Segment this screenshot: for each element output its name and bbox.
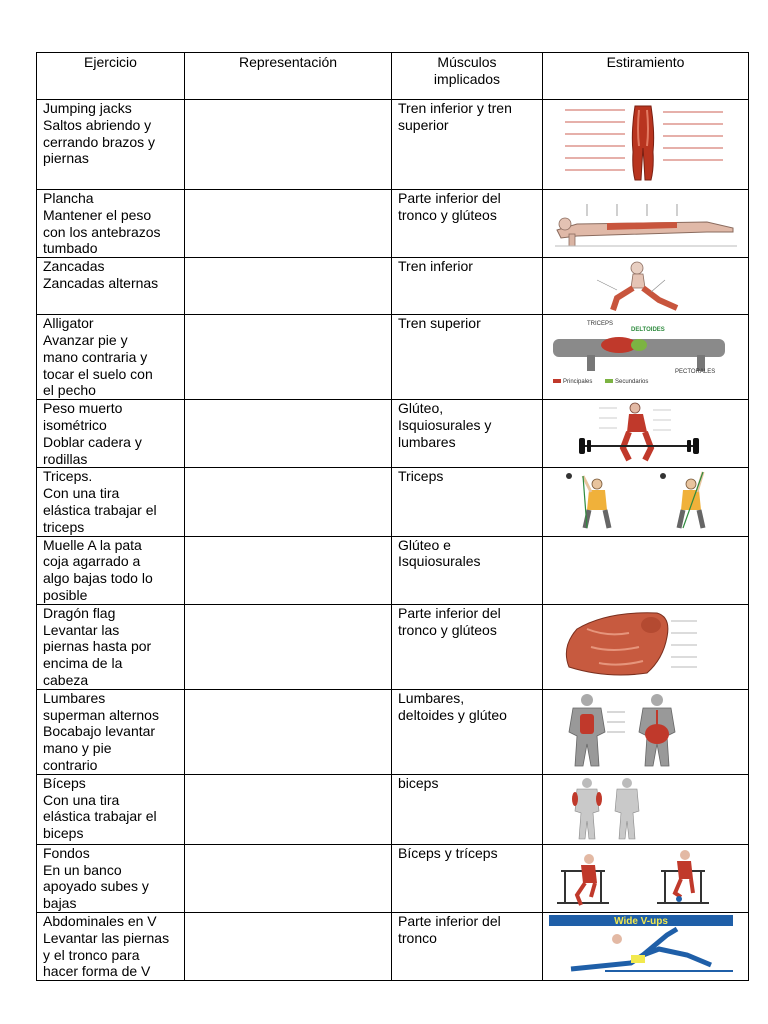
table-row bbox=[37, 536, 749, 604]
exercise-text: superman alternos bbox=[43, 706, 159, 723]
muscles-text: lumbares bbox=[398, 433, 456, 450]
exercise-text: Triceps. bbox=[43, 468, 93, 485]
muscles-text: deltoides y glúteo bbox=[398, 706, 507, 723]
triceps-band-illustration bbox=[547, 470, 743, 532]
leg-muscles-illustration bbox=[547, 102, 743, 186]
lunge-illustration bbox=[547, 260, 743, 312]
header-estiramiento-label: Estiramiento bbox=[606, 54, 685, 70]
representation-cell bbox=[185, 258, 392, 315]
pectorales-label: PECTORALES bbox=[675, 369, 716, 376]
exercise-cell bbox=[37, 190, 185, 258]
muscles-cell bbox=[392, 258, 543, 315]
muscles-text: Glúteo, bbox=[398, 400, 444, 417]
stretch-cell bbox=[543, 912, 749, 980]
stretch-cell bbox=[543, 400, 749, 468]
exercise-cell bbox=[37, 258, 185, 315]
stretch-cell bbox=[543, 844, 749, 912]
exercise-text: Muelle A la pata bbox=[43, 536, 142, 553]
exercise-text: Alligator bbox=[43, 315, 94, 332]
exercise-text: el pecho bbox=[43, 382, 96, 399]
exercise-text: En un banco bbox=[43, 861, 122, 878]
exercise-text: Peso muerto bbox=[43, 400, 123, 417]
header-musculos-line: implicados bbox=[433, 71, 501, 87]
exercise-text: Dragón flag bbox=[43, 604, 116, 621]
exercise-text: apoyado subes y bbox=[43, 878, 149, 895]
exercise-cell bbox=[37, 912, 185, 980]
exercise-text: tumbado bbox=[43, 240, 98, 257]
biceps-muscles-illustration bbox=[547, 777, 743, 841]
header-row bbox=[37, 53, 749, 100]
muscles-cell bbox=[392, 400, 543, 468]
exercise-text: Con una tira bbox=[43, 485, 120, 502]
table-row bbox=[37, 604, 749, 689]
muscles-text: Bíceps y tríceps bbox=[398, 844, 498, 861]
stretch-cell bbox=[543, 468, 749, 536]
representation-cell bbox=[185, 844, 392, 912]
v-ups-illustration bbox=[547, 915, 743, 975]
header-ejercicio bbox=[37, 53, 185, 100]
exercise-table-wrapper bbox=[36, 52, 744, 981]
exercise-text: tocar el suelo con bbox=[43, 365, 153, 382]
muscles-cell bbox=[392, 468, 543, 536]
table-row bbox=[37, 190, 749, 258]
muscles-text: tronco bbox=[398, 929, 437, 946]
muscles-cell bbox=[392, 844, 543, 912]
exercise-cell bbox=[37, 689, 185, 774]
muscles-cell bbox=[392, 100, 543, 190]
representation-cell bbox=[185, 315, 392, 400]
exercise-text: piernas bbox=[43, 150, 89, 167]
exercise-text: Avanzar pie y bbox=[43, 331, 128, 348]
header-estiramiento bbox=[543, 53, 749, 100]
exercise-text: Zancadas alternas bbox=[43, 274, 159, 291]
muscles-text: Isquiosurales y bbox=[398, 416, 492, 433]
muscles-cell bbox=[392, 604, 543, 689]
exercise-text: isométrico bbox=[43, 416, 107, 433]
stretch-cell bbox=[543, 258, 749, 315]
representation-cell bbox=[185, 912, 392, 980]
muscles-cell bbox=[392, 190, 543, 258]
exercise-text: triceps bbox=[43, 518, 85, 535]
pushup-muscles-illustration bbox=[547, 317, 743, 395]
muscles-text: Parte inferior del bbox=[398, 190, 501, 206]
muscles-text: Lumbares, bbox=[398, 689, 465, 706]
exercise-text: biceps bbox=[43, 825, 84, 842]
front-back-muscles-illustration bbox=[547, 692, 743, 770]
exercise-text: Abdominales en V bbox=[43, 912, 157, 929]
table-row bbox=[37, 100, 749, 190]
stretch-cell bbox=[543, 774, 749, 844]
exercise-text: Mantener el peso bbox=[43, 206, 152, 223]
stretch-cell bbox=[543, 689, 749, 774]
representation-cell bbox=[185, 468, 392, 536]
exercise-text: Doblar cadera y bbox=[43, 433, 142, 450]
exercise-cell bbox=[37, 400, 185, 468]
exercise-text: Bocabajo levantar bbox=[43, 723, 156, 740]
exercise-text: piernas hasta por bbox=[43, 638, 152, 655]
exercise-cell bbox=[37, 100, 185, 190]
representation-cell bbox=[185, 190, 392, 258]
exercise-text: Zancadas bbox=[43, 258, 105, 275]
dips-illustration bbox=[547, 847, 743, 909]
exercise-text: elástica trabajar el bbox=[43, 501, 157, 518]
v-ups-banner-text: Wide V-ups bbox=[614, 915, 668, 927]
stretch-cell bbox=[543, 536, 749, 604]
exercise-cell bbox=[37, 844, 185, 912]
header-ejercicio-label: Ejercicio bbox=[84, 54, 137, 70]
exercise-text: Saltos abriendo y bbox=[43, 116, 152, 133]
exercise-text: rodillas bbox=[43, 450, 88, 467]
exercise-text: Levantar las bbox=[43, 621, 120, 638]
exercise-text: y el tronco para bbox=[43, 946, 140, 963]
muscles-cell bbox=[392, 536, 543, 604]
exercise-text: Plancha bbox=[43, 190, 94, 206]
exercise-cell bbox=[37, 604, 185, 689]
table-row bbox=[37, 468, 749, 536]
plank-illustration bbox=[547, 192, 743, 254]
exercise-cell bbox=[37, 315, 185, 400]
exercise-text: bajas bbox=[43, 895, 77, 912]
muscles-text: Parte inferior del bbox=[398, 604, 501, 621]
exercise-text: con los antebrazos bbox=[43, 223, 161, 240]
table-row bbox=[37, 912, 749, 980]
muscles-cell bbox=[392, 689, 543, 774]
header-representacion-label: Representación bbox=[238, 54, 338, 70]
exercise-cell bbox=[37, 468, 185, 536]
stretch-cell bbox=[543, 100, 749, 190]
table-row bbox=[37, 315, 749, 400]
representation-cell bbox=[185, 689, 392, 774]
exercise-text: coja agarrado a bbox=[43, 553, 141, 570]
muscles-text: tronco y glúteos bbox=[398, 621, 497, 638]
exercise-text: cabeza bbox=[43, 671, 89, 688]
deadlift-illustration bbox=[547, 402, 743, 464]
exercise-text: mano y pie bbox=[43, 740, 112, 757]
stretch-cell bbox=[543, 190, 749, 258]
legend-primary: Principales bbox=[563, 379, 593, 386]
muscles-text: tronco y glúteos bbox=[398, 206, 497, 223]
exercise-table bbox=[36, 52, 749, 981]
table-row bbox=[37, 844, 749, 912]
muscles-text: Triceps bbox=[398, 468, 444, 485]
muscles-cell bbox=[392, 912, 543, 980]
exercise-cell bbox=[37, 774, 185, 844]
exercise-text: Lumbares bbox=[43, 689, 106, 706]
muscles-text: superior bbox=[398, 116, 449, 133]
exercise-text: Levantar las piernas bbox=[43, 929, 170, 946]
exercise-text: posible bbox=[43, 586, 88, 603]
table-row bbox=[37, 400, 749, 468]
exercise-text: algo bajas todo lo bbox=[43, 570, 153, 587]
header-musculos bbox=[392, 53, 543, 100]
muscles-text: Tren inferior bbox=[398, 258, 473, 275]
muscles-text: Isquiosurales bbox=[398, 553, 481, 570]
muscles-text: Tren inferior y tren bbox=[398, 100, 512, 116]
stretch-cell bbox=[543, 604, 749, 689]
table-row bbox=[37, 689, 749, 774]
triceps-label: TRICEPS bbox=[587, 321, 614, 328]
muscles-text: biceps bbox=[398, 774, 439, 791]
muscles-cell bbox=[392, 315, 543, 400]
legend-secondary: Secundarios bbox=[615, 379, 649, 386]
exercise-text: Con una tira bbox=[43, 791, 120, 808]
deltoides-label: DELTOIDES bbox=[631, 327, 665, 334]
exercise-text: Bíceps bbox=[43, 774, 86, 791]
exercise-text: cerrando brazos y bbox=[43, 133, 156, 150]
exercise-cell bbox=[37, 536, 185, 604]
representation-cell bbox=[185, 400, 392, 468]
stretch-cell bbox=[543, 315, 749, 400]
exercise-text: Fondos bbox=[43, 844, 90, 861]
table-row bbox=[37, 774, 749, 844]
exercise-text: contrario bbox=[43, 756, 98, 773]
representation-cell bbox=[185, 604, 392, 689]
muscles-text: Parte inferior del bbox=[398, 912, 501, 929]
exercise-text: mano contraria y bbox=[43, 348, 148, 365]
representation-cell bbox=[185, 774, 392, 844]
header-musculos-line: Músculos bbox=[437, 54, 497, 70]
exercise-text: Jumping jacks bbox=[43, 100, 132, 116]
table-row bbox=[37, 258, 749, 315]
exercise-text: elástica trabajar el bbox=[43, 808, 157, 825]
muscles-cell bbox=[392, 774, 543, 844]
torso-muscles-illustration bbox=[547, 607, 743, 685]
representation-cell bbox=[185, 536, 392, 604]
muscles-text: Glúteo e bbox=[398, 536, 451, 553]
representation-cell bbox=[185, 100, 392, 190]
exercise-text: encima de la bbox=[43, 655, 123, 672]
exercise-text: hacer forma de V bbox=[43, 963, 151, 980]
header-representacion bbox=[185, 53, 392, 100]
muscles-text: Tren superior bbox=[398, 315, 481, 332]
